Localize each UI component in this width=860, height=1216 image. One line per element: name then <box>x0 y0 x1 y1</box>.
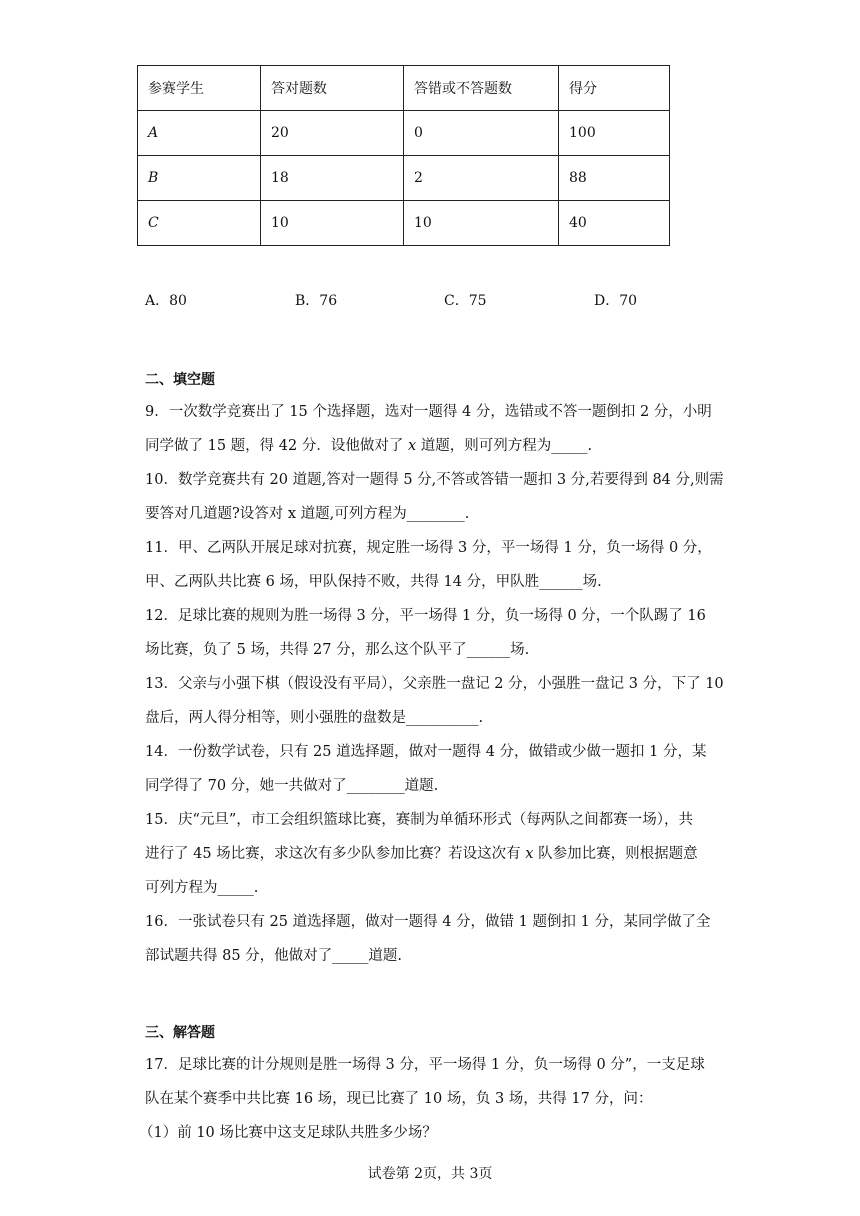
question-line: 部试题共得 85 分，他做对了_____道题. <box>145 948 403 964</box>
table-header-cell: 得分 <box>559 66 670 111</box>
table-cell: A <box>138 111 261 156</box>
table-cell: 10 <box>261 201 404 246</box>
question-line: 队在某个赛季中共比赛 16 场，现已比赛了 10 场，负 3 场，共得 17 分，问： <box>145 1091 653 1107</box>
table-header-cell: 答错或不答题数 <box>404 66 559 111</box>
table-header-cell: 答对题数 <box>261 66 404 111</box>
table-cell: B <box>138 156 261 201</box>
question-line: 9．一次数学竞赛出了 15 个选择题，选对一题得 4 分，选错或不答一题倒扣 2 分，小明 <box>145 404 712 420</box>
question-line: （1）前 10 场比赛中这支足球队共胜多少场？ <box>139 1125 437 1141</box>
question-line: 要答对几道题?设答对 x 道题,可列方程为________. <box>145 506 470 522</box>
question-line <box>145 837 725 871</box>
table-cell: 88 <box>559 156 670 201</box>
question-line: 11．甲、乙两队开展足球对抗赛，规定胜一场得 3 分，平一场得 1 分，负一场得 0 分， <box>145 540 712 556</box>
question-text: 队参加比赛，则根据题意 <box>533 846 698 862</box>
question-line: 14．一份数学试卷，只有 25 道选择题，做对一题得 4 分，做错或少做一题扣 1 分，某 <box>145 744 707 760</box>
question-line: 同学得了 70 分，她一共做对了________道题. <box>145 778 439 794</box>
question-line: 场比赛，负了 5 场，共得 27 分，那么这个队平了______场. <box>145 642 530 658</box>
table-header-cell: 参赛学生 <box>138 66 261 111</box>
table-cell: 18 <box>261 156 404 201</box>
page-footer: 试卷第 2页，共 3页 <box>367 1166 493 1182</box>
table-row <box>138 201 670 246</box>
question-13 <box>145 667 725 735</box>
question-9 <box>145 395 725 463</box>
question-10 <box>145 463 725 531</box>
table-cell: 2 <box>404 156 559 201</box>
variable-x: x <box>525 846 534 862</box>
question-line: 17．足球比赛的计分规则是胜一场得 3 分，平一场得 1 分，负一场得 0 分”，一支足球 <box>145 1057 705 1073</box>
question-line: 可列方程为_____. <box>145 880 259 896</box>
question-14 <box>145 735 725 803</box>
option-b: B．76 <box>295 293 338 309</box>
table-cell: 10 <box>404 201 559 246</box>
table-cell: 40 <box>559 201 670 246</box>
table-cell: 0 <box>404 111 559 156</box>
question-11 <box>145 531 725 599</box>
question-line <box>145 429 725 463</box>
variable-x: x <box>407 438 417 454</box>
question-text: 进行了 45 场比赛，求这次有多少队参加比赛？若设这次有 <box>145 846 526 862</box>
section-title-fill-in: 二、填空题 <box>145 372 215 388</box>
option-a: A．80 <box>145 293 187 309</box>
table-cell: C <box>138 201 261 246</box>
question-text: 道题，则可列方程为_____. <box>416 438 593 454</box>
question-line: 15．庆“元旦”，市工会组织篮球比赛，赛制为单循环形式（每两队之间都赛一场），共 <box>145 812 694 828</box>
question-line: 10．数学竞赛共有 20 道题,答对一题得 5 分,不答或答错一题扣 3 分,若要得到 84 分,则需 <box>145 472 724 488</box>
question-17 <box>139 1048 725 1150</box>
question-12 <box>145 599 725 667</box>
table-header-row <box>138 66 670 111</box>
option-d: D．70 <box>594 293 638 309</box>
question-line: 12．足球比赛的规则为胜一场得 3 分，平一场得 1 分，负一场得 0 分，一个队踢了 16 <box>145 608 706 624</box>
question-16 <box>145 905 725 973</box>
table-cell: 20 <box>261 111 404 156</box>
score-table <box>137 65 670 246</box>
question-15 <box>145 803 725 905</box>
table-cell: 100 <box>559 111 670 156</box>
question-line: 16．一张试卷只有 25 道选择题，做对一题得 4 分，做错 1 题倒扣 1 分，某同学做了全 <box>145 914 711 930</box>
question-line: 甲、乙两队共比赛 6 场，甲队保持不败，共得 14 分，甲队胜______场. <box>145 574 602 590</box>
section-title-answer: 三、解答题 <box>145 1025 215 1041</box>
question-line: 盘后，两人得分相等，则小强胜的盘数是__________. <box>145 710 484 726</box>
question-line: 13．父亲与小强下棋（假设没有平局），父亲胜一盘记 2 分，小强胜一盘记 3 分，下了 10 <box>145 676 724 692</box>
question-text: 同学做了 15 题，得 42 分．设他做对了 <box>145 438 408 454</box>
option-c: C．75 <box>444 293 487 309</box>
table-row <box>138 156 670 201</box>
table-row <box>138 111 670 156</box>
